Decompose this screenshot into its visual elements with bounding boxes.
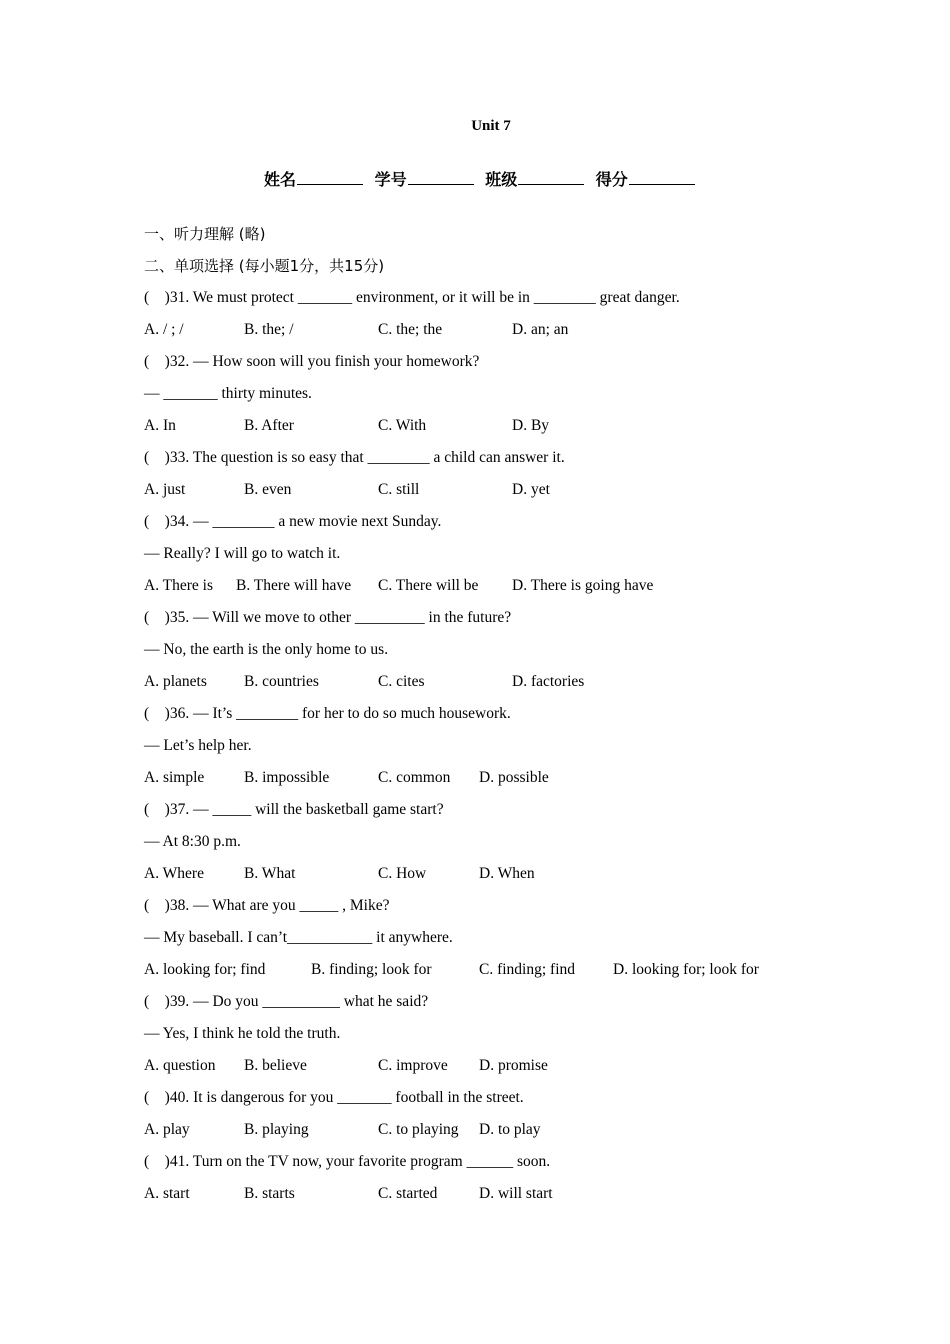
option-b[interactable]: B. countries (244, 673, 319, 690)
question-dialogue-line: — Yes, I think he told the truth. (144, 1025, 341, 1042)
question-dialogue-line: — At 8:30 p.m. (144, 833, 241, 850)
option-d[interactable]: D. When (479, 865, 535, 882)
option-b[interactable]: B. playing (244, 1121, 309, 1138)
options-row (144, 1184, 844, 1204)
id-field (375, 167, 474, 190)
score-field (596, 167, 695, 190)
question-stem: ( )31. We must protect _______ environment, or it will be in ________ great danger. (144, 289, 680, 306)
option-a[interactable]: A. question (144, 1057, 216, 1074)
options-row (144, 320, 844, 340)
option-b[interactable]: B. even (244, 481, 292, 498)
option-b[interactable]: B. finding; look for (311, 961, 432, 978)
option-a[interactable]: A. simple (144, 769, 205, 786)
option-a[interactable]: A. start (144, 1185, 190, 1202)
option-b[interactable]: B. the; / (244, 321, 294, 338)
option-a[interactable]: A. looking for; find (144, 961, 266, 978)
options-row (144, 864, 844, 884)
name-blank[interactable] (297, 168, 363, 185)
options-row (144, 480, 844, 500)
id-label: 学号 (374, 170, 407, 189)
option-d[interactable]: D. By (512, 417, 550, 434)
question-stem: ( )38. — What are you _____ , Mike? (144, 897, 390, 914)
option-a[interactable]: A. / ; / (144, 321, 184, 338)
option-d[interactable]: D. factories (512, 673, 585, 690)
option-d[interactable]: D. will start (479, 1185, 553, 1202)
option-b[interactable]: B. believe (244, 1057, 307, 1074)
option-a[interactable]: A. In (144, 417, 176, 434)
option-d[interactable]: D. There is going have (512, 577, 654, 594)
question-stem: ( )39. — Do you __________ what he said? (144, 993, 429, 1010)
option-d[interactable]: D. possible (479, 769, 549, 786)
option-b[interactable]: B. starts (244, 1185, 295, 1202)
option-c[interactable]: C. the; the (378, 321, 443, 338)
option-c[interactable]: C. finding; find (479, 961, 576, 978)
option-a[interactable]: A. Where (144, 865, 204, 882)
question-dialogue-line: — No, the earth is the only home to us. (144, 641, 389, 658)
question-dialogue-line: — Really? I will go to watch it. (144, 545, 341, 562)
score-blank[interactable] (629, 168, 695, 185)
question-dialogue-line: — My baseball. I can’t___________ it anywhere. (144, 929, 453, 946)
option-c[interactable]: C. started (378, 1185, 438, 1202)
options-row (144, 1056, 844, 1076)
option-b[interactable]: B. impossible (244, 769, 330, 786)
question-stem: ( )41. Turn on the TV now, your favorite program ______ soon. (144, 1153, 551, 1170)
option-b[interactable]: B. After (244, 417, 294, 434)
class-field (485, 167, 584, 190)
option-d[interactable]: D. to play (479, 1121, 541, 1138)
options-row (144, 768, 844, 788)
question-stem: ( )35. — Will we move to other _________ in the future? (144, 609, 512, 626)
section-heading-multiple-choice: 二、单项选择 (每小题1分，共15分) (144, 257, 385, 275)
question-stem: ( )37. — _____ will the basketball game start? (144, 801, 444, 818)
question-dialogue-line: — Let’s help her. (144, 737, 252, 754)
id-blank[interactable] (408, 168, 474, 185)
option-c[interactable]: C. There will be (378, 577, 479, 594)
option-b[interactable]: B. There will have (236, 577, 352, 594)
option-c[interactable]: C. common (378, 769, 451, 786)
option-d[interactable]: D. yet (512, 481, 550, 498)
options-row (144, 672, 844, 692)
question-stem: ( )40. It is dangerous for you _______ football in the street. (144, 1089, 524, 1106)
option-a[interactable]: A. just (144, 481, 186, 498)
option-c[interactable]: C. With (378, 417, 427, 434)
option-a[interactable]: A. planets (144, 673, 207, 690)
options-row (144, 1120, 844, 1140)
section-heading-listening: 一、听力理解 (略) (144, 225, 266, 243)
option-c[interactable]: C. How (378, 865, 427, 882)
name-label: 姓名 (264, 170, 297, 189)
option-c[interactable]: C. still (378, 481, 420, 498)
page-title: Unit 7 (471, 118, 511, 134)
class-label: 班级 (485, 170, 518, 189)
option-a[interactable]: A. There is (144, 577, 214, 594)
option-b[interactable]: B. What (244, 865, 296, 882)
option-c[interactable]: C. improve (378, 1057, 448, 1074)
option-a[interactable]: A. play (144, 1121, 190, 1138)
class-blank[interactable] (518, 168, 584, 185)
question-stem: ( )32. — How soon will you finish your homework? (144, 353, 480, 370)
question-stem: ( )33. The question is so easy that ________ a child can answer it. (144, 449, 565, 466)
option-c[interactable]: C. cites (378, 673, 425, 690)
student-info-row (264, 167, 701, 190)
question-dialogue-line: — _______ thirty minutes. (144, 385, 312, 402)
options-row (144, 576, 844, 596)
score-label: 得分 (595, 170, 628, 189)
option-d[interactable]: D. an; an (512, 321, 569, 338)
name-field (264, 167, 363, 190)
option-d[interactable]: D. looking for; look for (613, 961, 759, 978)
question-stem: ( )34. — ________ a new movie next Sunday. (144, 513, 442, 530)
option-d[interactable]: D. promise (479, 1057, 548, 1074)
options-row (144, 960, 844, 980)
option-c[interactable]: C. to playing (378, 1121, 459, 1138)
options-row (144, 416, 844, 436)
question-stem: ( )36. — It’s ________ for her to do so much housework. (144, 705, 511, 722)
